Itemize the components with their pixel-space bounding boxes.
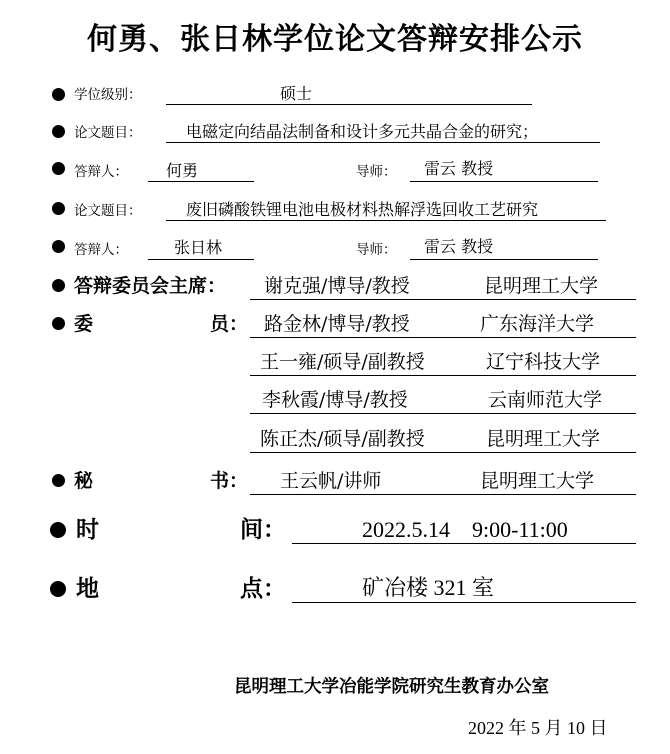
underline	[166, 142, 600, 143]
defender-label: 答辩人：	[74, 164, 128, 180]
underline	[250, 299, 636, 300]
time-value: 2022.5.14 9:00-11:00	[362, 517, 568, 542]
place-label-2: 点：	[240, 575, 286, 602]
issuing-office: 昆明理工大学冶能学院研究生教育办公室	[234, 677, 549, 697]
place-value: 矿冶楼 321 室	[362, 575, 495, 600]
secretary-name: 王云帆/讲师	[280, 470, 382, 492]
member-name: 路金林/博导/教授	[264, 313, 410, 335]
bullet-icon	[50, 522, 66, 538]
underline	[148, 181, 254, 182]
underline	[292, 543, 636, 544]
thesis-title-2: 废旧磷酸铁锂电池电极材料热解浮选回收工艺研究	[186, 200, 539, 219]
committee-chair-row	[0, 275, 670, 305]
member-org: 广东海洋大学	[480, 313, 595, 335]
advisor-name-2: 雷云 教授	[424, 237, 494, 256]
bullet-icon	[52, 202, 65, 215]
bullet-icon	[50, 581, 66, 597]
underline	[410, 259, 598, 260]
underline	[166, 220, 606, 221]
bullet-icon	[52, 125, 65, 138]
advisor-label: 导师：	[356, 242, 397, 258]
bullet-icon	[52, 162, 65, 175]
degree-row	[0, 84, 670, 114]
underline	[250, 413, 636, 414]
underline	[250, 375, 636, 376]
place-row	[0, 576, 670, 612]
advisor-name-1: 雷云 教授	[424, 159, 494, 178]
bullet-icon	[52, 279, 65, 292]
bullet-icon	[52, 88, 65, 101]
secretary-label-1: 秘	[74, 470, 94, 492]
bullet-icon	[52, 474, 65, 487]
underline	[148, 259, 254, 260]
secretary-org: 昆明理工大学	[480, 470, 595, 492]
bullet-icon	[52, 240, 65, 253]
chair-org: 昆明理工大学	[484, 275, 599, 297]
defender-row-2	[0, 236, 670, 266]
chair-name: 谢克强/博导/教授	[264, 275, 410, 297]
thesis-row-2	[0, 198, 670, 228]
underline	[166, 104, 532, 105]
issue-date: 2022 年 5 月 10 日	[468, 718, 608, 738]
degree-label: 学位级别：	[74, 87, 142, 103]
member-org: 云南师范大学	[488, 389, 603, 411]
defender-name-1: 何勇	[166, 161, 199, 180]
defender-name-2: 张日林	[174, 238, 223, 257]
member-label-2: 员：	[210, 313, 249, 335]
thesis-label: 论文题目：	[74, 125, 142, 141]
page-title: 何勇、张日林学位论文答辩安排公示	[87, 22, 583, 57]
member-name: 陈正杰/硕导/副教授	[260, 428, 425, 450]
member-org: 辽宁科技大学	[486, 351, 601, 373]
bullet-icon	[52, 317, 65, 330]
secretary-label-2: 书：	[210, 470, 249, 492]
defender-row-1	[0, 158, 670, 188]
committee-member-row-3	[0, 389, 670, 419]
underline	[292, 602, 636, 603]
place-label-1: 地	[76, 575, 99, 602]
member-org: 昆明理工大学	[486, 428, 601, 450]
underline	[410, 181, 598, 182]
committee-member-row-4	[0, 428, 670, 458]
thesis-label: 论文题目：	[74, 203, 142, 219]
degree-value: 硕士	[280, 84, 313, 103]
committee-member-row-1	[0, 313, 670, 343]
chair-label: 答辩委员会主席：	[74, 275, 227, 297]
time-label-2: 间：	[240, 516, 286, 543]
underline	[250, 337, 636, 338]
committee-member-row-2	[0, 351, 670, 381]
advisor-label: 导师：	[356, 164, 397, 180]
time-row	[0, 517, 670, 553]
time-label-1: 时	[76, 516, 99, 543]
defender-label: 答辩人：	[74, 242, 128, 258]
member-name: 李秋霞/博导/教授	[262, 389, 408, 411]
thesis-title-1: 电磁定向结晶法制备和设计多元共晶合金的研究；	[186, 122, 539, 141]
member-name: 王一雍/硕导/副教授	[260, 351, 425, 373]
underline	[250, 452, 636, 453]
secretary-row	[0, 470, 670, 500]
underline	[250, 494, 636, 495]
member-label-1: 委	[74, 313, 94, 335]
thesis-row-1	[0, 121, 670, 151]
